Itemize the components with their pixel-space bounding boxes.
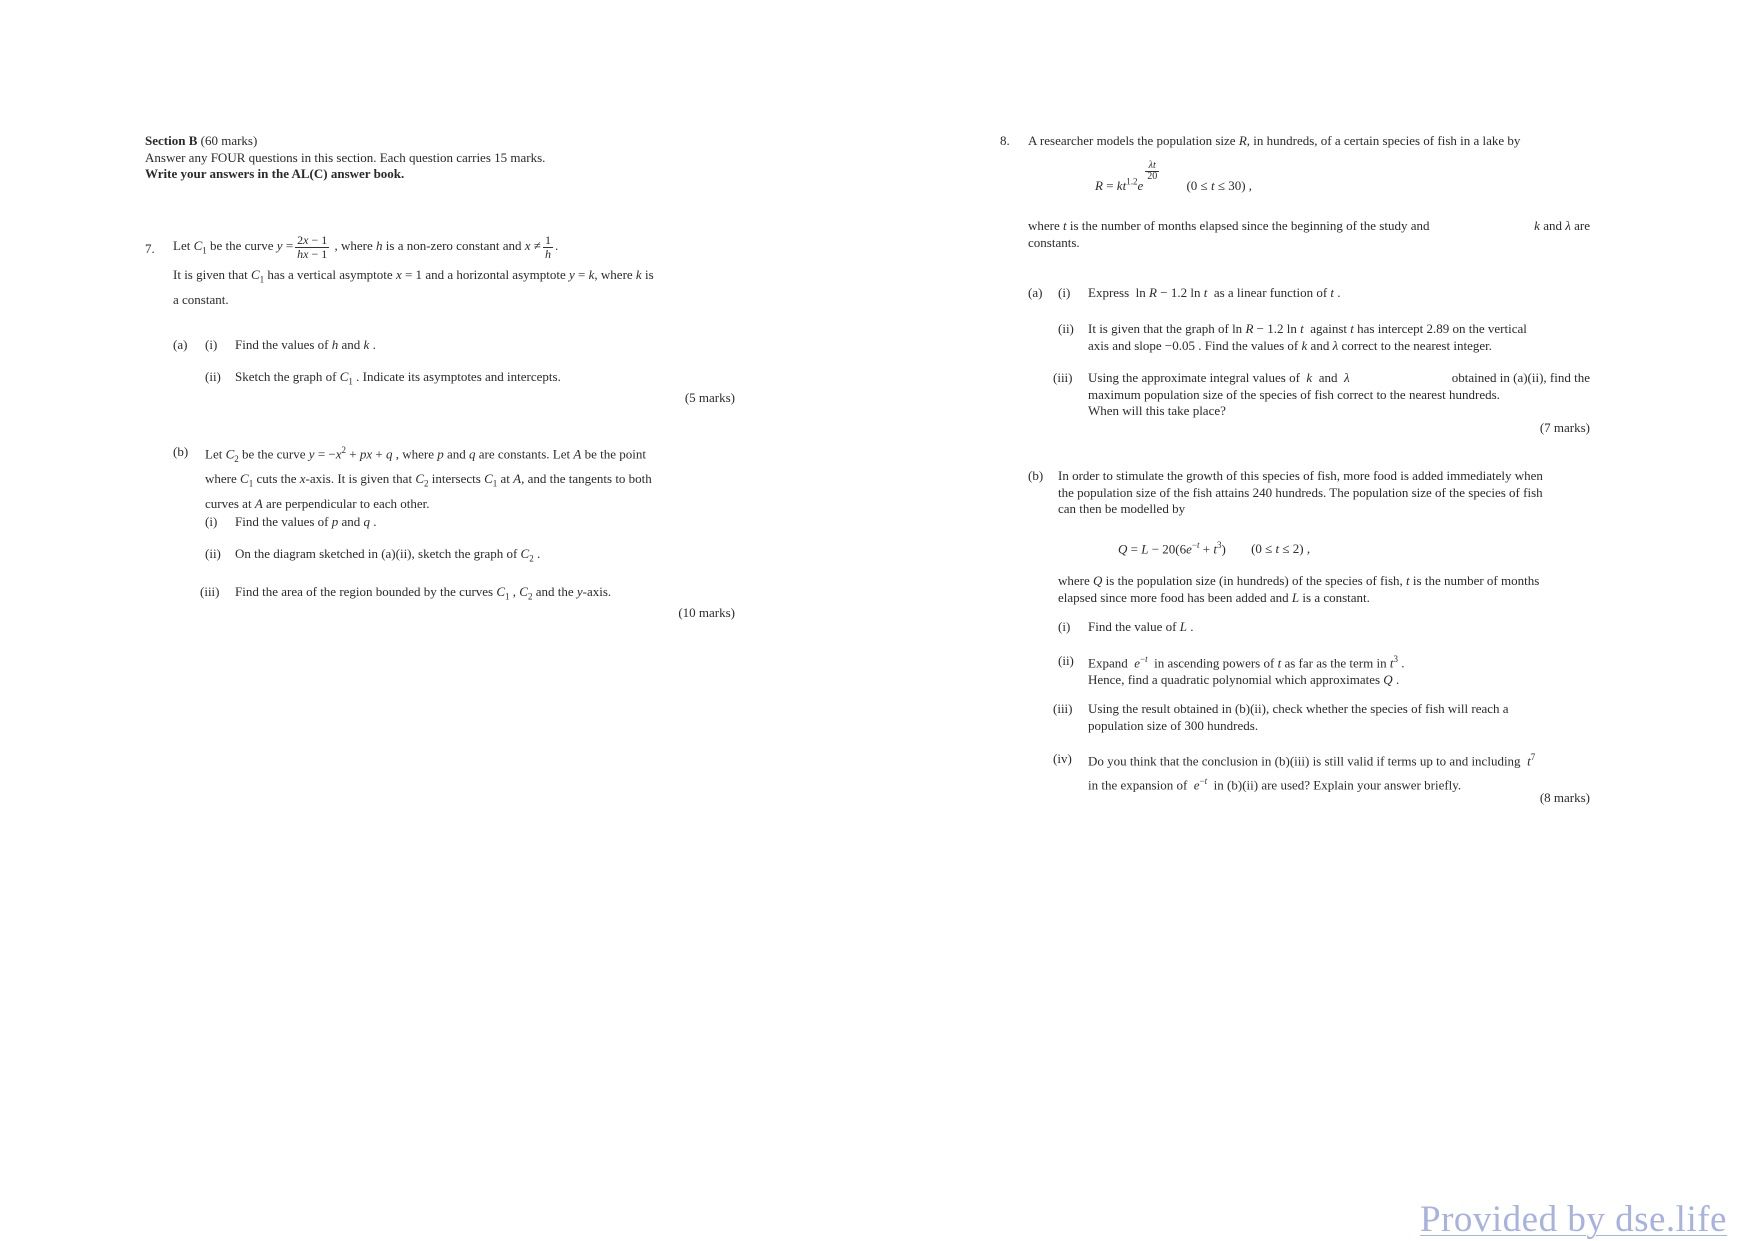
text: It is given that the graph of xyxy=(1088,321,1229,336)
text: at xyxy=(500,470,510,486)
slope-value: −0.05 xyxy=(1164,337,1195,353)
text: be the curve xyxy=(242,446,306,462)
text: , in hundreds, of a certain species of fish in a lake by xyxy=(1246,133,1521,148)
q8-a-ii-text: It is given that the graph of ln R − 1.2 ln t against t has intercept 2.89 on the vertical axis and slope −0.05 . Find the values of k and λ correct to the nearest integer. xyxy=(1088,321,1527,353)
q7-b-label: (b) xyxy=(173,444,189,459)
text: elapsed since more food has been added and xyxy=(1058,589,1289,605)
question-7-intro: Let $C_1$ be the curve y = $\frac{2x - 1}{hx - 1}$ , where h is a non-zero constant and x ≠ $\frac{1}{h}$ . It is given that $C_1$ has a vertical asymptote x = 1 and a horizontal asymptote y = k, where k is a constant. xyxy=(173,231,733,309)
text: cuts the xyxy=(256,470,297,486)
text: -axis. xyxy=(582,584,612,599)
text: Express xyxy=(1088,285,1130,300)
q7-a-ii-text: Sketch the graph of $C_1$ . Indicate its asymptotes and intercepts. xyxy=(235,369,561,387)
q7-a-i-label: (i) xyxy=(205,337,218,352)
q7-b-marks: (10 marks) xyxy=(678,605,735,620)
q8-b-where: where Q is the population size (in hundreds) of the species of fish, t is the number of months elapsed since more food has been added and L is a constant. xyxy=(1058,573,1540,605)
text: are perpendicular to each other. xyxy=(266,495,430,511)
q8-formula-R: $R = kt^{1.2}e$ $\frac{\lambda t}{20}$ (0 ≤ t ≤ 30) , xyxy=(1095,159,1253,194)
fraction: $\frac{1}{h}$ xyxy=(544,232,551,261)
text: a constant. xyxy=(173,292,229,308)
q8-formula-Q: $Q = L - 20(6e^{-t} + t^3) (0 \le t \le 2)$ , xyxy=(1118,540,1311,557)
text: population size of xyxy=(1088,717,1182,733)
q8-a-i-text: Express ln R − 1.2 ln t as a linear function of t . xyxy=(1088,285,1341,300)
text: Let xyxy=(173,238,191,253)
section-marks: (60 marks) xyxy=(200,133,258,148)
text: on the vertical xyxy=(1452,321,1527,336)
text: When will this take place? xyxy=(1088,403,1226,418)
section-header xyxy=(145,133,545,183)
text: Find the area of the region bounded by the curves xyxy=(235,584,494,599)
text: Do you think that the conclusion in (b)(iii) is still valid if terms up to and including xyxy=(1088,753,1521,769)
text: . Indicate its asymptotes and intercepts. xyxy=(356,369,561,384)
q7-b-ii-text: On the diagram sketched in (a)(ii), sketch the graph of $C_2$ . xyxy=(235,546,541,564)
text: where xyxy=(205,470,237,486)
text: A researcher models the population size xyxy=(1028,133,1236,148)
q7-b-ii-label: (ii) xyxy=(205,546,221,561)
text: Find the values of xyxy=(235,337,329,352)
fraction: $\frac{2x - 1}{hx - 1}$ xyxy=(297,232,328,261)
q8-a-i-label: (i) xyxy=(1058,285,1071,300)
question-7-number: 7. xyxy=(145,241,155,256)
q8-b-label: (b) xyxy=(1028,468,1044,483)
text: On the diagram sketched in (a)(ii), sketch the graph of xyxy=(235,546,518,561)
text: are xyxy=(1574,218,1590,233)
text: maximum population size of the species of fish correct to the nearest hundreds. xyxy=(1088,386,1500,402)
q7-a-label: (a) xyxy=(173,337,188,352)
text: , and the tangents to both xyxy=(521,470,652,486)
section-write-instruction: Write your answers in the AL(C) answer book. xyxy=(145,166,405,181)
q8-a-ii-label: (ii) xyxy=(1058,321,1074,336)
text: is the population size (in hundreds) of the species of fish, xyxy=(1105,573,1403,588)
text: Find the values of xyxy=(235,514,329,529)
q8-where-text: where t is the number of months elapsed since the beginning of the study and k and λ are constants. xyxy=(1028,218,1590,250)
text: Expand xyxy=(1088,655,1128,671)
text: constants. xyxy=(1028,234,1080,250)
text: In order to stimulate the growth of this species of fish, more food is added immediately when xyxy=(1058,468,1543,483)
q8-b-iii-label: (iii) xyxy=(1053,701,1073,716)
text: Find the value of xyxy=(1088,619,1177,634)
text: has a vertical asymptote xyxy=(267,267,393,282)
text: is a constant. xyxy=(1302,589,1370,605)
text: in the expansion of xyxy=(1088,777,1188,793)
question-8-number: 8. xyxy=(1000,133,1010,148)
section-title: Section B xyxy=(145,133,198,148)
text: be the point xyxy=(584,446,646,462)
q7-b-i-text: Find the values of p and q . xyxy=(235,514,377,529)
intercept-value: 2.89 xyxy=(1426,321,1450,336)
text: where xyxy=(1028,218,1060,233)
target-value: 300 xyxy=(1184,717,1204,733)
text: in (b)(ii) are used? Explain your answer briefly. xyxy=(1213,777,1462,793)
text: and the xyxy=(535,584,574,599)
text: as far as the term in xyxy=(1284,655,1387,671)
text: hundreds. xyxy=(1207,717,1259,733)
q8-b-ii-label: (ii) xyxy=(1058,653,1074,668)
q7-a-i-text: Find the values of h and k . xyxy=(235,337,376,352)
text: is the number of months elapsed since the beginning of the study and xyxy=(1069,218,1430,233)
text: against xyxy=(1310,321,1348,336)
text: , where xyxy=(594,267,633,282)
text: , where xyxy=(334,238,373,253)
text: Using the approximate integral values of xyxy=(1088,370,1300,385)
q8-a-iii-text: Using the approximate integral values of k and λ obtained in (a)(ii), find the maximum population size of the species of fish correct to the nearest hundreds. When will this take place? xyxy=(1088,370,1590,418)
text: Using the result obtained in (b)(ii), check whether the species of fish will reach a xyxy=(1088,701,1509,716)
q8-b-i-label: (i) xyxy=(1058,619,1071,634)
text: It is given that xyxy=(173,267,248,282)
q8-b-ii-text: Expand $e^{-t}$ in ascending powers of t as far as the term in $t^3$ . Hence, find a quadratic polynomial which approximates Q . xyxy=(1088,654,1405,687)
text: as a linear function of xyxy=(1213,285,1328,300)
text: curves at xyxy=(205,495,252,511)
text: are constants. Let xyxy=(478,446,571,462)
q8-b-i-text: Find the value of L . xyxy=(1088,619,1194,634)
q8-a-label: (a) xyxy=(1028,285,1043,300)
text: . Find the values of xyxy=(1198,337,1299,353)
text: be the curve xyxy=(210,238,274,253)
q7-a-ii-label: (ii) xyxy=(205,369,221,384)
text: where xyxy=(1058,573,1090,588)
text: intersects xyxy=(431,470,481,486)
text: obtained in (a)(ii), find the xyxy=(1451,370,1590,385)
text: and xyxy=(1543,218,1562,233)
text: is xyxy=(644,267,654,282)
text: Let xyxy=(205,446,223,462)
q8-b-marks: (8 marks) xyxy=(1539,790,1590,805)
q8-b-iii-text xyxy=(1088,701,1588,734)
question-8-intro: A researcher models the population size R, in hundreds, of a certain species of fish in a lake by xyxy=(1028,133,1521,148)
text: the population size of the fish attains xyxy=(1058,484,1250,500)
threshold-value: 240 xyxy=(1252,484,1273,500)
q8-b-iv-label: (iv) xyxy=(1053,751,1072,766)
text: axis and slope xyxy=(1088,337,1162,353)
text: Sketch the graph of xyxy=(235,369,337,384)
q7-b-text: Let $C_2$ be the curve $y = -x^2$ + px + q , where p and q are constants. Let A be the point where $C_1$ cuts the x-axis. It is given that $C_2$ intersects $C_1$ at A, and the tangents to both curves at A are perpendicular to each other. xyxy=(205,445,652,511)
q7-b-i-label: (i) xyxy=(205,514,218,529)
text: is a non-zero constant and xyxy=(385,238,522,253)
text: can then be modelled by xyxy=(1058,501,1186,516)
section-instruction: Answer any FOUR questions in this section. Each question carries 15 marks. xyxy=(145,149,546,165)
watermark-link[interactable]: Provided by dse.life xyxy=(1420,1199,1727,1240)
text: Hence, find a quadratic polynomial which approximates xyxy=(1088,671,1381,687)
text: in ascending powers of xyxy=(1154,655,1275,671)
q7-b-iii-text: Find the area of the region bounded by the curves $C_1$ , $C_2$ and the y-axis. xyxy=(235,584,612,602)
text: correct to the nearest integer. xyxy=(1341,337,1492,353)
text: is the number of months xyxy=(1412,573,1540,588)
q8-a-iii-label: (iii) xyxy=(1053,370,1073,385)
q8-b-text xyxy=(1058,468,1590,518)
text: -axis. It is given that xyxy=(305,470,413,486)
q7-b-iii-label: (iii) xyxy=(200,584,220,599)
text: and a horizontal asymptote xyxy=(425,267,566,282)
text: hundreds. The population size of the species of fish xyxy=(1275,484,1543,500)
text: has intercept xyxy=(1357,321,1424,336)
q8-b-iv-text: Do you think that the conclusion in (b)(iii) is still valid if terms up to and including $t^7$ in the expansion of $e^{-t}$ in (b)(ii) are used? Explain your answer briefly. xyxy=(1088,752,1536,793)
text: , where xyxy=(395,446,434,462)
q8-a-marks: (7 marks) xyxy=(1539,420,1590,435)
q7-a-marks: (5 marks) xyxy=(684,390,735,405)
